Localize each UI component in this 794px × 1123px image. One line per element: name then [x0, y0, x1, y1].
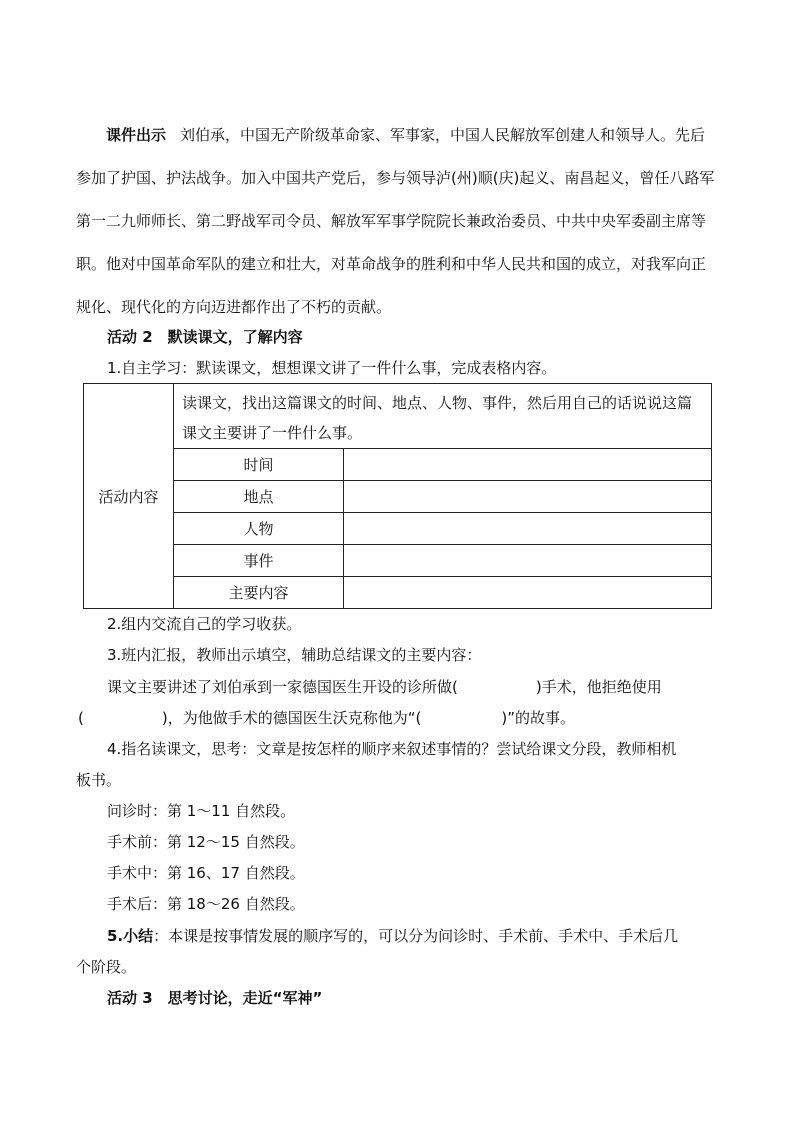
activity-table	[83, 383, 712, 609]
activity2-item2: 2.组内交流自己的学习收获。	[107, 615, 302, 633]
summary-label: 5.小结	[107, 927, 154, 945]
fill-text: (	[78, 709, 84, 727]
table-row-label: 主要内容	[174, 577, 344, 609]
fill-line-1	[107, 677, 662, 697]
fill-text: )手术，他拒绝使用	[535, 678, 662, 696]
segment-item: 问诊时：第 1～11 自然段。	[107, 802, 296, 820]
table-answer-cell[interactable]	[344, 513, 712, 545]
table-row-label: 事件	[174, 545, 344, 577]
courseware-label: 课件出示	[106, 126, 167, 144]
table-answer-cell[interactable]	[344, 481, 712, 513]
fill-text: )”的故事。	[501, 709, 575, 727]
activity2-item3: 3.班内汇报，教师出示填空，辅助总结课文的主要内容：	[107, 646, 482, 664]
activity3-title: 活动 3 思考讨论，走近“军神”	[107, 989, 323, 1007]
fill-text: 课文主要讲述了刘伯承到一家德国医生开设的诊所做(	[107, 678, 458, 696]
table-intro: 读课文，找出这篇课文的时间、地点、人物、事件，然后用自己的话说说这篇课文主要讲了一件什么事。	[174, 384, 712, 449]
segment-item: 手术前：第 12～15 自然段。	[107, 833, 305, 851]
activity2-item4-cont: 板书。	[76, 771, 122, 789]
courseware-paragraph	[76, 114, 720, 329]
table-answer-cell[interactable]	[344, 449, 712, 481]
summary-text: ：本课是按事情发展的顺序写的，可以分为问诊时、手术前、手术中、手术后几	[153, 927, 679, 945]
table-row-label: 地点	[174, 481, 344, 513]
table-row-label: 时间	[174, 449, 344, 481]
activity2-title: 活动 2 默读课文，了解内容	[107, 328, 303, 346]
courseware-text: 刘伯承，中国无产阶级革命家、军事家，中国人民解放军创建人和领导人。先后参加了护国、护法战争。加入中国共产党后，参与领导泸(州)顺(庆)起义、南昌起义，曾任八路军第一二九师师长、第二野战军司令员、解放军军事学院院长兼政治委员、中共中央军委副主席等职。他对中国革命军队的建立和壮大，对革命战争的胜利和中华人民共和国的成立，对我军向正规化、现代化的方向迈进都作出了不朽的贡献。	[76, 126, 715, 316]
activity2-item5-cont: 个阶段。	[76, 958, 137, 976]
segment-item: 手术后：第 18～26 自然段。	[107, 895, 305, 913]
activity2-item5	[107, 926, 678, 946]
fill-line-2	[78, 708, 575, 728]
segment-item: 手术中：第 16、17 自然段。	[107, 864, 305, 882]
table-answer-cell[interactable]	[344, 577, 712, 609]
activity2-item1: 1.自主学习：默读课文，想想课文讲了一件什么事，完成表格内容。	[107, 359, 557, 377]
fill-text: )，为他做手术的德国医生沃克称他为“(	[161, 709, 422, 727]
table-left-header: 活动内容	[84, 384, 174, 609]
table-answer-cell[interactable]	[344, 545, 712, 577]
activity2-item4: 4.指名读课文，思考：文章是按怎样的顺序来叙述事情的？尝试给课文分段，教师相机	[107, 740, 677, 758]
table-row-label: 人物	[174, 513, 344, 545]
